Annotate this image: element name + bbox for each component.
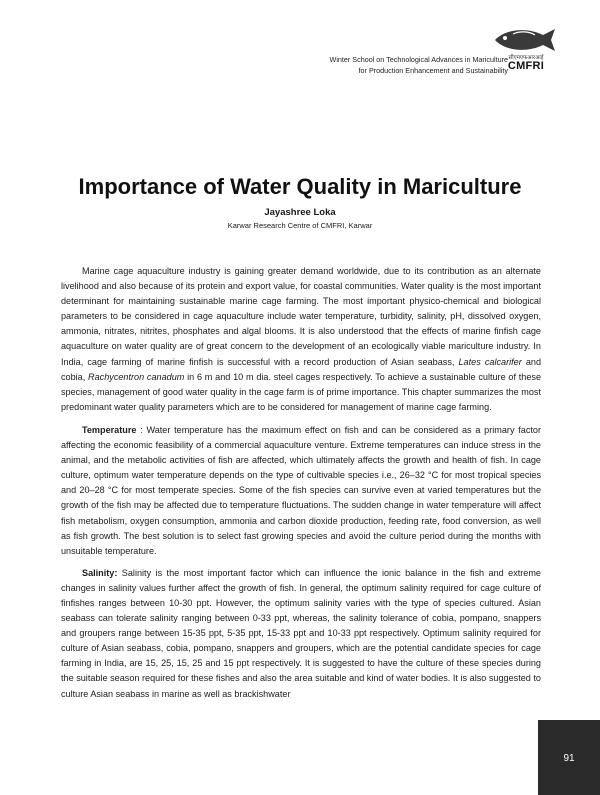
author-name: Jayashree Loka [264,207,336,218]
page-number-box [538,720,600,795]
species-name: Lates calcarifer [458,356,522,367]
logo-name: CMFRI [507,60,545,72]
header-line-1: Winter School on Technological Advances in Mariculture [329,55,508,64]
section-heading-temperature: Temperature [82,424,137,435]
page-title: Importance of Water Quality in Mariculture [78,174,522,199]
section-heading-salinity: Salinity: [82,567,118,578]
logo-hindi-text: सीएमएफआरआई [508,55,544,61]
fish-logo-icon [493,26,559,54]
page-number: 91 [563,753,575,764]
intro-paragraph: Marine cage aquaculture industry is gaining greater demand worldwide, due to its contribution as an alternate livelihood and also because of its protein and export value, for coastal communities. Water quality is the most important determinant for maintaining sustainable marine cage farming. The most important physico-chemical and biological parameters to be considered in cage aquaculture include water temperature, turbidity, salinity, pH, dissolved oxygen, ammonia, nitrates, nitrites, phosphates and algal blooms. It is also understood that the effects of marine finfish cage aquaculture on water quality are of great concern to the development of an ecologically viable mariculture industry. In India, cage farming of marine finfish is successful with a record production of Asian seabass, Lates calcarifer and cobia, Rachycentron canadum in 6 m and 10 m dia. steel cages respectively. To achieve a sustainable culture of these species, management of good water quality in the cage farm is of prime importance. This chapter summarizes the most predominant water quality parameters which are to be considered for management of marine cage farming. [61,266,542,412]
header-line-2: for Production Enhancement and Sustainability [358,66,508,75]
running-header [330,54,508,76]
cmfri-logo [487,26,565,76]
author-affiliation: Karwar Research Centre of CMFRI, Karwar [227,221,373,230]
article-body [61,264,541,710]
species-name: Rachycentron canadum [88,371,185,382]
salinity-paragraph: Salinity: Salinity is the most important factor which can influence the ionic balance in the fish and extreme changes in salinity values further affect the growth of fish. In general, the optimum salinity required for cage culture of finfishes ranges between 10-30 ppt. However, the optimum salinity varies with the type of species cultured. Asian seabass can tolerate salinity ranging between 0-33 ppt, whereas, the salinity tolerance of cobia, pompano, snappers and groupers range between 15-35 ppt, 5-35 ppt, 15-33 ppt and 10-33 ppt respectively. Optimum salinity required for culture of Asian seabass, cobia, pompano, snappers and groupers, which are the potential candidate species for cage farming in India, are 15, 25, 15, 25 and 15 ppt respectively. It is suggested to have the culture of these species during the suitable season required for these fishes and also the area suitable and kind of water bodies. It is also suggested to culture Asian seabass in marine as well as brackishwater [61,567,541,699]
temperature-paragraph: Temperature : Water temperature has the maximum effect on fish and can be considered as a primary factor affecting the economic feasibility of a commercial aquaculture venture. Extreme temperatures can induce stress in the animal, and the metabolic activities of fish are affected, which ultimately affects the growth and health of fish. In cage culture, optimum water temperature depends on the type of cultivable species i.e., 26–32 °C for most tropical species and 20–28 °C for most temperate species. Some of the fish species can survive even at varied temperatures but the growth of the fish may be affected due to temperature fluctuations. The sudden change in water temperature will affect fish metabolism, oxygen consumption, ammonia and carbon dioxide production, feeding rate, food conversion, as well as fish growth. The best solution is to select fast growing species and avoid the culture period during the months with unsuitable temperature. [61,424,541,556]
